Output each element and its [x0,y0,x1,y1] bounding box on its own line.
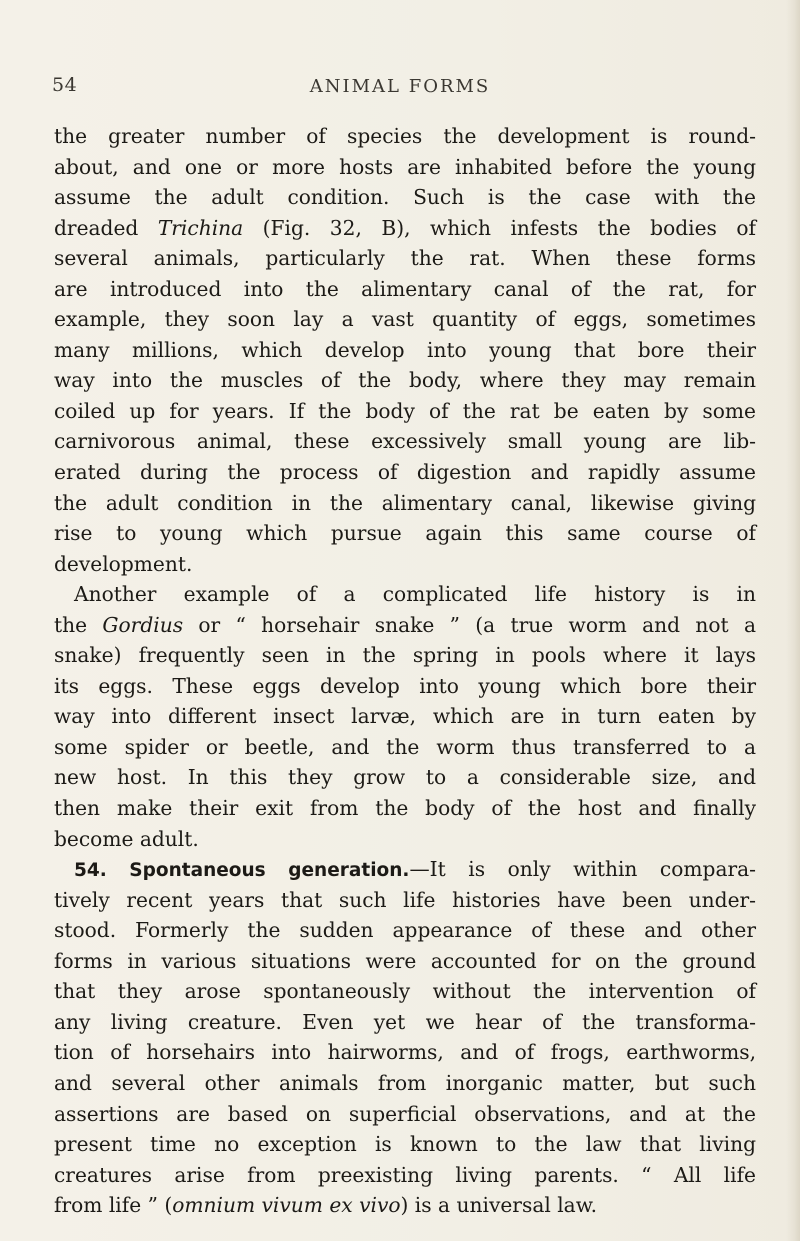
body-text [54,121,756,1221]
text-line: some spider or beetle, and the worm thus transferred to a [54,734,756,759]
genus-name-gordius: Gordius [102,612,184,637]
text-line: erated during the process of digestion and rapidly assume [54,460,756,485]
text-line: then make their exit from the body of the host and finally [54,796,756,821]
latin-phrase: omnium vivum ex vivo [172,1193,401,1218]
text-line: development. [54,551,193,576]
text-line: example, they soon lay a vast quantity of eggs, sometimes [54,307,756,332]
text-line: any living creature. Even yet we hear of the transforma- [54,1009,756,1034]
text-run: from life ” ( [54,1193,173,1218]
text-line: the adult condition in the alimentary canal, likewise giving [54,490,756,515]
text-line: about, and one or more hosts are inhabited before the young [54,154,756,179]
section-heading-line [54,854,756,885]
text-line: carnivorous animal, these excessively small young are lib- [54,429,756,454]
text-line: several animals, particularly the rat. When these forms [54,246,756,271]
text-line [54,213,756,244]
running-head: ANIMAL FORMS [309,76,491,97]
genus-name-trichina: Trichina [157,215,244,240]
text-line: forms in various situations were accounted for on the ground [54,948,756,973]
text-line: creatures arise from preexisting living parents. “ All life [54,1162,756,1187]
text-run: —It is only within compara- [409,857,757,882]
text-line: tively recent years that such life histories have been under- [54,887,756,912]
text-line: Another example of a complicated life history is in [74,582,756,607]
text-line: present time no exception is known to the law that living [54,1132,756,1157]
text-line: become adult. [54,826,199,851]
text-line: rise to young which pursue again this same course of [54,521,756,546]
text-line: snake) frequently seen in the spring in pools where it lays [54,643,756,668]
text-line: many millions, which develop into young that bore their [54,337,756,362]
page-edge-shadow [786,0,800,1241]
text-line: way into different insect larvæ, which are in turn eaten by [54,704,756,729]
text-run: dreaded [54,215,158,240]
text-line: way into the muscles of the body, where they may remain [54,368,756,393]
page-number: 54 [52,74,78,96]
text-line: assertions are based on superficial observations, and at the [54,1101,756,1126]
text-line [54,610,756,641]
text-line: coiled up for years. If the body of the rat be eaten by some [54,398,756,423]
text-line: and several other animals from inorganic matter, but such [54,1070,756,1095]
text-line: are introduced into the alimentary canal of the rat, for [54,276,756,301]
section-heading: 54. Spontaneous generation. [74,860,410,882]
text-line: that they arose spontaneously without the intervention of [54,979,756,1004]
text-line [54,1190,756,1221]
text-run: or “ horsehair snake ” (a true worm and not a [183,612,756,637]
text-line: new host. In this they grow to a considerable size, and [54,765,756,790]
text-run: ) is a universal law. [400,1193,598,1218]
text-line: tion of horsehairs into hairworms, and of frogs, earthworms, [54,1040,756,1065]
text-run: the [54,612,103,637]
text-line: stood. Formerly the sudden appearance of these and other [54,918,756,943]
text-line: assume the adult condition. Such is the case with the [54,185,756,210]
text-line: the greater number of species the development is round- [54,124,756,148]
text-run: (Fig. 32, B), which infests the bodies of [243,215,757,240]
text-line: its eggs. These eggs develop into young which bore their [54,673,756,698]
